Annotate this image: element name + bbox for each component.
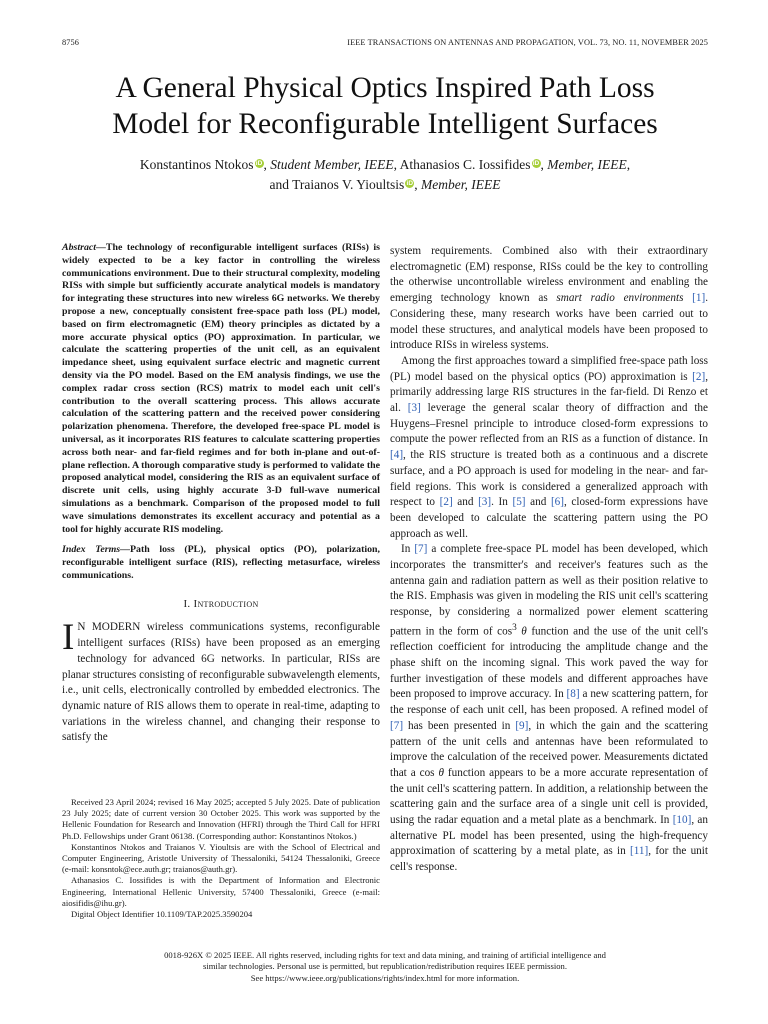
text-run: , closed-form expressions have been developed to calculate the scattering pattern using the PO approach as well.	[390, 496, 709, 540]
text-run: function appears to be a more accurate representation of the unit cell's scattering pattern. In addition, a relationship between the scattering gain and the surface area of a single unit cell is provided, using the radar equation and a metal plate as a benchmark. In	[390, 766, 708, 827]
author-1-role: Student Member, IEEE	[270, 157, 394, 172]
citation-link[interactable]: [9]	[515, 719, 529, 732]
citation-link[interactable]: [3]	[478, 496, 492, 509]
abstract	[62, 242, 380, 536]
citation-link[interactable]: [6]	[550, 496, 564, 509]
intro-paragraph	[62, 617, 380, 746]
author-list	[40, 155, 730, 195]
citation-link[interactable]: [10]	[672, 814, 692, 827]
text-run: . Considering these, many research works have been carried out to model these structures, and analytical models have been proposed to introduce RISs in wireless systems.	[390, 292, 708, 352]
text-run: In	[401, 543, 415, 556]
author-and: and	[269, 177, 289, 192]
right-paragraph-3	[390, 542, 708, 876]
author-2-name: Athanasios C. Iossifides	[399, 157, 531, 172]
text-run: has been presented in	[403, 719, 516, 732]
text-run: a complete free-space PL model has been developed, which incorporates the transmitter's and receiver's features such as the antenna gain and radiation pattern as well as their position relative to the RIS. Emphasis was given in modeling the RIS unit cell's scattering response, by considering a normalized power element scattering pattern in the form of cos	[390, 543, 708, 638]
text-run: , in which the gain and the scattering pattern of the unit cells and antennas have been reformulated to improve the calculation of the received power. Measurements dictated that a cos	[390, 719, 708, 779]
citation-link[interactable]: [2]	[692, 370, 706, 383]
author-line-1: Konstantinos Ntokos iD, Student Member, IEEE, Athanasios C. Iossifides iD, Member, IEEE,	[139, 157, 631, 172]
index-terms-label: Index Terms—	[62, 544, 130, 556]
footnote-affiliation-2: Athanasios C. Iossifides is with the Department of Information and Electronic Engineering, International Hellenic University, 57400 Thessaloniki, Greece (e-mail: aiosifidis@ihu.gr).	[62, 875, 380, 908]
right-paragraph-1	[390, 244, 708, 354]
right-paragraph-2	[390, 354, 708, 542]
section-title: Introduction	[193, 597, 259, 610]
orcid-icon[interactable]: iD	[406, 180, 414, 187]
emphasis-smart-radio: smart radio environments	[556, 292, 684, 305]
footnote-affiliation-1: Konstantinos Ntokos and Traianos V. Yioultsis are with the School of Electrical and Computer Engineering, Aristotle University of Thessaloniki, 54124 Thessaloniki, Greece (e-mail: konsntok@ece.auth.gr; traianos@auth.gr).	[62, 841, 380, 875]
text-run: function and the use of the unit cell's reflection coefficient for introducing the amplitude change and the phase shift on the incoming signal. This work paved the way for further investigation of these models and different approaches have been proposed to improve accuracy. In	[390, 625, 708, 701]
author-3-role: Member, IEEE	[421, 177, 501, 192]
text-run: system requirements. Combined also with their extraordinary electromagnetic (EM) response, RISs could be the key to controlling the otherwise uncontrollable wireless environment and enabling the emerging technology known as	[390, 245, 708, 305]
citation-link[interactable]: [11]	[630, 845, 649, 858]
superscript-3: 3	[512, 622, 517, 633]
copyright-line-3: See https://www.ieee.org/publications/rights/index.html for more information.	[250, 972, 520, 983]
copyright-line-1: 0018-926X © 2025 IEEE. All rights reserved, including rights for text and data mining, and training of artificial intelligence and	[164, 950, 606, 960]
right-column	[390, 244, 708, 876]
copyright-footer	[62, 950, 708, 984]
theta-symbol: θ	[438, 766, 444, 779]
page-number: 8756	[62, 38, 79, 47]
author-3-name: Traianos V. Yioultsis	[292, 177, 405, 192]
copyright-line-2: similar technologies. Personal use is permitted, but republication/redistribution requires IEEE permission.	[203, 961, 567, 972]
citation-link[interactable]: [3]	[407, 402, 421, 415]
footnote-received: Received 23 April 2024; revised 16 May 2025; accepted 5 July 2025. Date of publication 23 July 2025; date of current version 30 October 2025. This work was supported by the Hellenic Foundation for Research and Innovation (HFRI) through the Third Call for HFRI Ph.D. Fellowships under Grant 06138. (Corresponding author: Konstantinos Ntokos.)	[62, 797, 380, 841]
text-run: , an alternative PL model has been presented, using the high-frequency approximation of scattering by a metal plate, as in	[390, 814, 708, 858]
abstract-body: The technology of reconfigurable intelligent surfaces (RISs) is widely expected to be a key factor in controlling the wireless communications environment. Due to their structural complexity, modeling RISs with simple but sufficiently accurate analytical models is mandatory for integrating these structures into new wireless 6G networks. We thereby propose a new, conceptually consistent free-space path loss (PL) model, based on firm electromagnetic (EM) theory principles as dictated by a more accurate physical optics (PO) approximation. In particular, we calculate the scattering properties of the unit cell, as an equivalent impedance sheet, using equivalent surface electric and magnetic current density via the PO model. Based on the EM analysis findings, we use the complex radar cross section (RCS) matrix to model each unit cell's contribution to the overall scattering process. This allows accurate calculation of the scattering pattern and the received power considering polarization phenomena. Therefore, the developed free-space PL model is universal, as it incorporates RIS features to calculate scattering properties across both near- and far-field regimes and for both in-plane and out-of-plane reflection. A thorough comparative study is performed to validate the proposed analytical model, considering the RIS as an equivalent surface of discrete unit cells, using highly accurate 3-D full-wave numerical simulations as a benchmark. Comparison of the proposed model to full wave simulations demonstrates its excellent accuracy and potential as a tool for highly accurate RIS modeling.	[62, 242, 380, 535]
orcid-icon[interactable]: iD	[532, 160, 540, 167]
citation-link[interactable]: [7]	[414, 543, 428, 556]
text-run: and	[452, 496, 479, 509]
section-heading	[62, 597, 380, 613]
text-run: leverage the general scalar theory of diffraction and the Huygens–Fresnel principle to introduce closed-form expressions to compute the power reflected from an RIS as a function of distance. In	[390, 402, 708, 446]
orcid-icon[interactable]: iD	[255, 160, 263, 167]
title-line-2: Model for Reconfigurable Intelligent Surfaces	[112, 108, 658, 140]
intro-text: N MODERN wireless communications systems, reconfigurable intelligent surfaces (RISs) have been proposed as an emerging technology for advanced 6G networks. In particular, RISs are planar structures consisting of reconfigurable subwavelength elements, i.e., unit cells, electronically controlled by embedded electronics. The dynamic nature of RIS allows them to operate in real-time, adapting to variations in the wireless channel, and changing their response to satisfy the	[62, 621, 380, 744]
text-run: Among the first approaches toward a simplified free-space path loss (PL) model based on the physical optics (PO) approximation is	[390, 354, 708, 383]
footnote-doi: Digital Object Identifier 10.1109/TAP.2025.3590204	[71, 909, 253, 920]
citation-link[interactable]: [4]	[390, 449, 404, 462]
text-run: , primarily addressing large RIS structures in the far-field. Di Renzo et al.	[390, 370, 708, 415]
title-line-1: A General Physical Optics Inspired Path Loss	[115, 72, 655, 104]
index-terms	[62, 544, 380, 582]
citation-link[interactable]: [1]	[692, 292, 706, 305]
left-column	[62, 242, 380, 746]
abstract-label: Abstract—	[62, 242, 106, 253]
drop-cap: I	[62, 617, 75, 659]
index-terms-body: Path loss (PL), physical optics (PO), polarization, reconfigurable intelligent surface (RIS), reflecting metasurface, wireless communications.	[62, 544, 380, 581]
author-line-2: and Traianos V. Yioultsis iD, Member, IEEE	[269, 177, 501, 192]
text-run: . In	[491, 496, 513, 509]
citation-link[interactable]: [2]	[439, 496, 453, 509]
text-run: and	[525, 496, 551, 509]
journal-header: IEEE TRANSACTIONS ON ANTENNAS AND PROPAGATION, VOL. 73, NO. 11, NOVEMBER 2025	[347, 38, 708, 47]
paper-title	[40, 70, 730, 142]
citation-link[interactable]: [8]	[566, 688, 580, 701]
footnotes	[62, 797, 380, 920]
author-1-name: Konstantinos Ntokos	[139, 157, 254, 172]
citation-link[interactable]: [7]	[390, 719, 404, 732]
citation-link[interactable]: [5]	[512, 496, 526, 509]
text-run: a new scattering pattern, for the response of each unit cell, has been proposed. A refined model of	[390, 688, 708, 717]
section-numeral: I.	[183, 597, 191, 610]
running-header	[62, 38, 708, 52]
author-2-role: Member, IEEE	[547, 157, 627, 172]
text-run: , the RIS structure is treated both as a continuous and a discrete surface, and a PO approach is used for modeling in the near- and far-field regions. This work is considered a generalized approach with respect to	[390, 449, 708, 509]
theta-symbol: θ	[516, 625, 527, 638]
text-run: , for the unit cell's response.	[390, 845, 708, 874]
